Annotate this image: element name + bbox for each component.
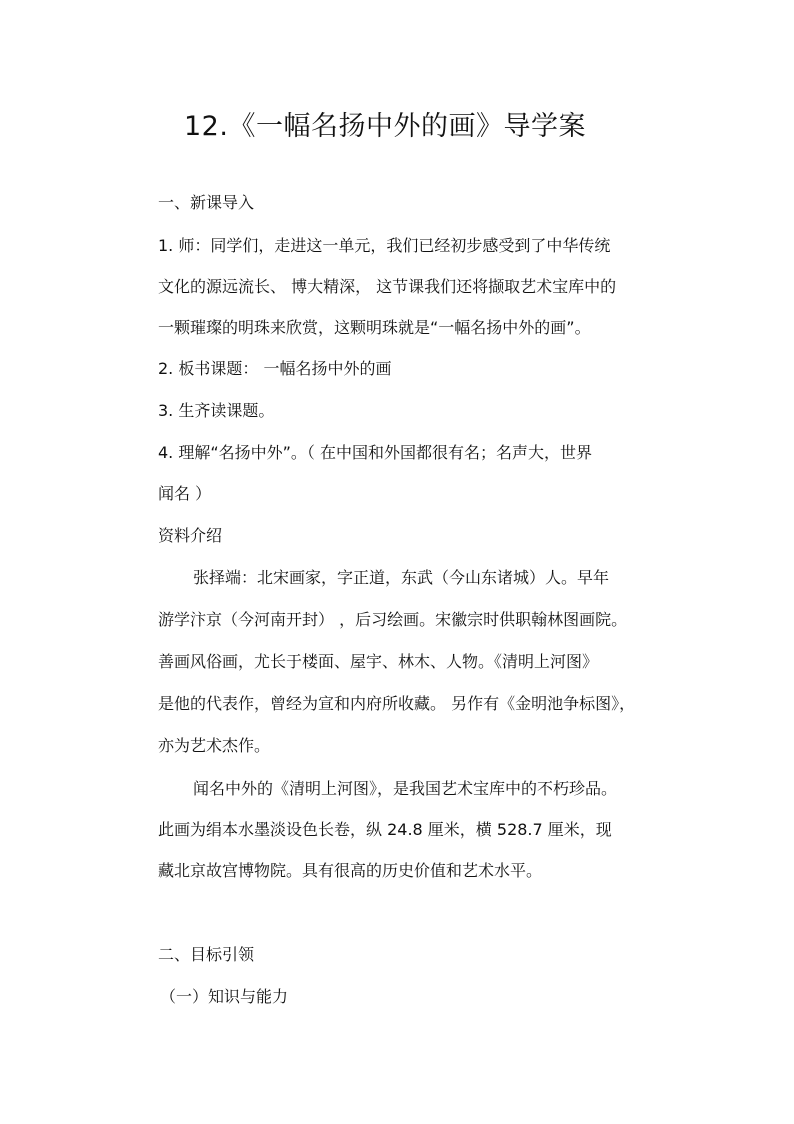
paragraph-line: 文化的源远流长、 博大精深， 这节课我们还将撷取艺术宝库中的 [158,277,617,296]
paragraph-line: 是他的代表作，曾经为宣和内府所收藏。 另作有《金明池争标图》， [158,694,636,713]
paragraph-line: 1. 师：同学们，走进这一单元，我们已经初步感受到了中华传统 [158,236,611,255]
subsection-heading: （一）知识与能力 [160,987,289,1006]
document-title: 12.《一幅名扬中外的画》导学案 [184,111,586,142]
paragraph-line: 游学汴京（今河南开封） ，后习绘画。宋徽宗时供职翰林图画院。 [158,610,628,629]
paragraph-line: 亦为艺术杰作。 [158,736,271,755]
paragraph-line: 藏北京故宫博物院。具有很高的历史价值和艺术水平。 [158,861,543,880]
paragraph-line: 4. 理解“名扬中外”。（ 在中国和外国都很有名；名声大，世界 [158,443,593,462]
paragraph-line: 此画为绢本水墨淡设色长卷，纵 24.8 厘米，横 528.7 厘米，现 [158,820,612,839]
section-heading-resource: 资料介绍 [158,526,223,545]
list-item: 3. 生齐读课题。 [158,401,275,420]
paragraph-line: 一颗璀璨的明珠来欣赏，这颗明珠就是“一幅名扬中外的画”。 [158,318,591,337]
section-heading-goals: 二、目标引领 [158,945,255,964]
paragraph-line: 闻名 ） [158,484,212,503]
paragraph-line: 善画风俗画，尤长于楼面、屋宇、林木、人物。《清明上河图》 [158,652,599,671]
paragraph-line: 张择端：北宋画家，字正道，东武（今山东诸城）人。早年 [193,568,610,587]
paragraph-line: 闻名中外的《清明上河图》，是我国艺术宝库中的不朽珍品。 [193,779,618,798]
list-item: 2. 板书课题： 一幅名扬中外的画 [158,359,392,378]
section-heading-intro: 一、新课导入 [158,193,255,212]
